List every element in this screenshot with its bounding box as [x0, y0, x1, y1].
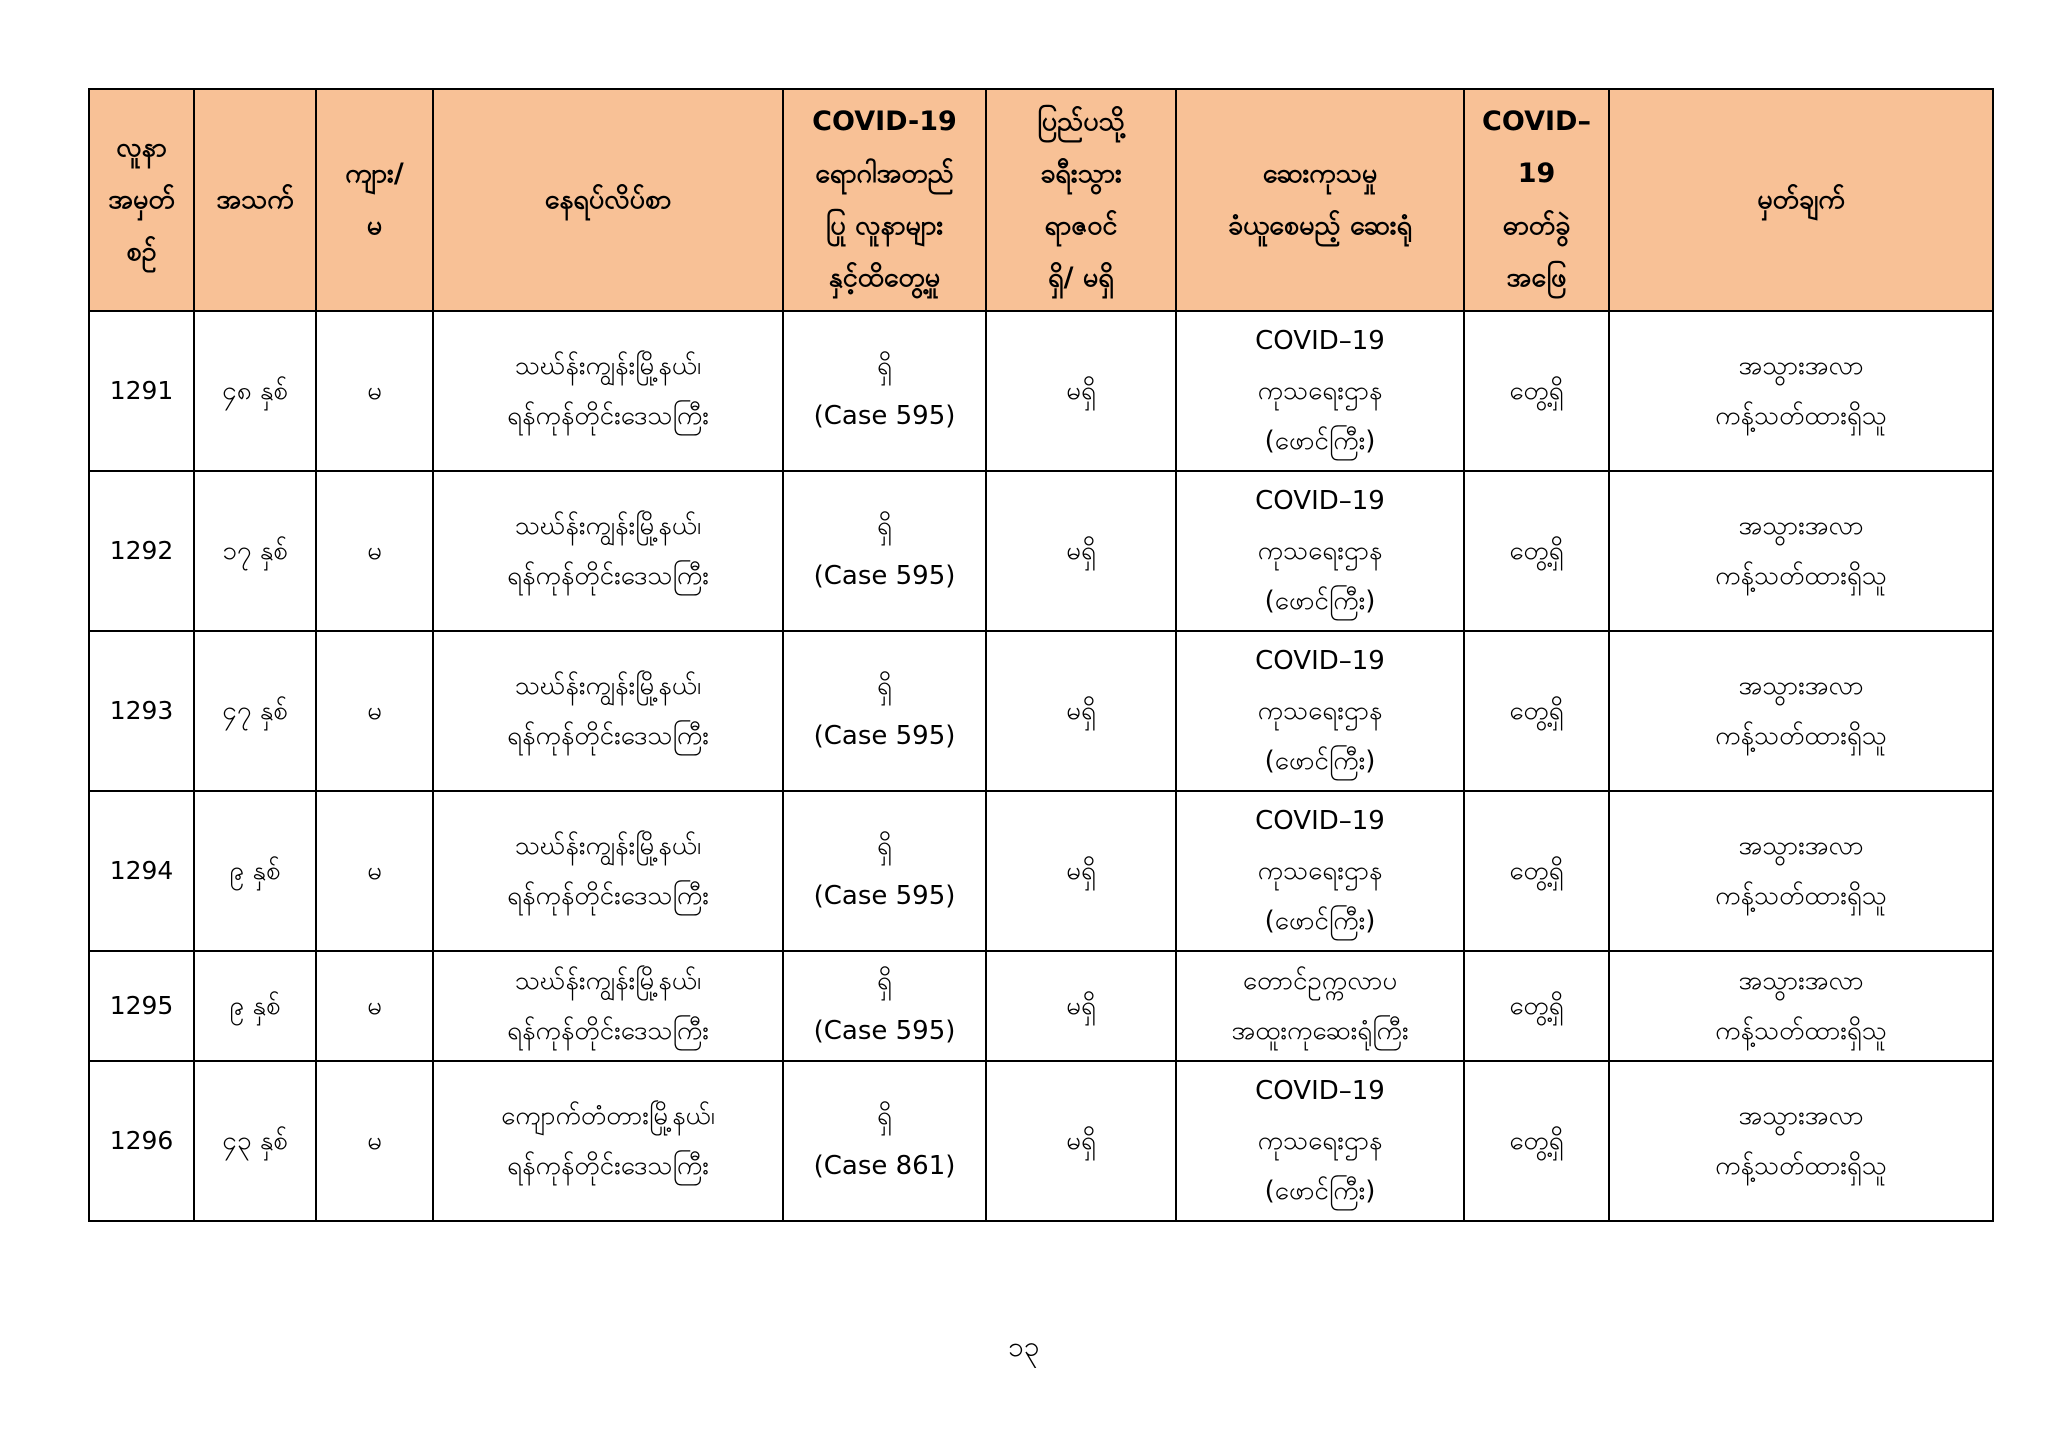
cell-patient-number: 1294 [89, 791, 194, 951]
cell-age: ၄၃ နှစ် [194, 1061, 316, 1221]
page-number: ၁၃ [1008, 1330, 1040, 1363]
cell-sex: မ [316, 791, 433, 951]
table-row [89, 311, 1993, 471]
cell-travel-history: မရှိ [986, 631, 1176, 791]
header-travel-history: ပြည်ပသို့ ခရီးသွား ရာဇဝင် ရှိ/ မရှိ [986, 89, 1176, 311]
cell-remark: အသွားအလာ ကန့်သတ်ထားရှိသူ [1609, 791, 1993, 951]
cell-address: သဃ်န်းကျွန်းမြို့နယ်၊ ရန်ကုန်တိုင်းဒေသကြီး [433, 311, 783, 471]
cell-test-result: တွေ့ရှိ [1464, 1061, 1609, 1221]
cell-age: ၉ နှစ် [194, 951, 316, 1061]
header-hospital: ဆေးကုသမှု ခံယူစေမည့် ဆေးရုံ [1176, 89, 1464, 311]
cell-hospital: COVID–19 ကုသရေးဌာန (ဖောင်ကြီး) [1176, 791, 1464, 951]
cell-contact: ရှိ (Case 595) [783, 631, 986, 791]
cell-hospital: COVID–19 ကုသရေးဌာန (ဖောင်ကြီး) [1176, 311, 1464, 471]
cell-contact: ရှိ (Case 595) [783, 471, 986, 631]
table-row [89, 791, 1993, 951]
cell-address: ကျောက်တံတားမြို့နယ်၊ ရန်ကုန်တိုင်းဒေသကြီး [433, 1061, 783, 1221]
header-remark: မှတ်ချက် [1609, 89, 1993, 311]
cell-test-result: တွေ့ရှိ [1464, 311, 1609, 471]
cell-age: ၁၇ နှစ် [194, 471, 316, 631]
cell-travel-history: မရှိ [986, 1061, 1176, 1221]
header-test-result: COVID– 19 ဓာတ်ခွဲ အဖြေ [1464, 89, 1609, 311]
cell-hospital: COVID–19 ကုသရေးဌာန (ဖောင်ကြီး) [1176, 631, 1464, 791]
cell-contact: ရှိ (Case 861) [783, 1061, 986, 1221]
table-row [89, 951, 1993, 1061]
cell-contact: ရှိ (Case 595) [783, 791, 986, 951]
cell-hospital: COVID–19 ကုသရေးဌာန (ဖောင်ကြီး) [1176, 471, 1464, 631]
cell-address: သဃ်န်းကျွန်းမြို့နယ်၊ ရန်ကုန်တိုင်းဒေသကြီး [433, 631, 783, 791]
cell-hospital: တောင်ဥက္ကလာပ အထူးကုဆေးရုံကြီး [1176, 951, 1464, 1061]
cell-travel-history: မရှိ [986, 471, 1176, 631]
case-table [88, 88, 1994, 1222]
header-age: အသက် [194, 89, 316, 311]
header-address: နေရပ်လိပ်စာ [433, 89, 783, 311]
cell-sex: မ [316, 311, 433, 471]
table-header-row [89, 89, 1993, 311]
cell-address: သဃ်န်းကျွန်းမြို့နယ်၊ ရန်ကုန်တိုင်းဒေသကြီး [433, 791, 783, 951]
header-sex: ကျား/ မ [316, 89, 433, 311]
cell-remark: အသွားအလာ ကန့်သတ်ထားရှိသူ [1609, 631, 1993, 791]
cell-patient-number: 1292 [89, 471, 194, 631]
cell-travel-history: မရှိ [986, 951, 1176, 1061]
cell-test-result: တွေ့ရှိ [1464, 951, 1609, 1061]
cell-remark: အသွားအလာ ကန့်သတ်ထားရှိသူ [1609, 951, 1993, 1061]
cell-age: ၄၇ နှစ် [194, 631, 316, 791]
cell-travel-history: မရှိ [986, 791, 1176, 951]
cell-address: သဃ်န်းကျွန်းမြို့နယ်၊ ရန်ကုန်တိုင်းဒေသကြီး [433, 471, 783, 631]
table-row [89, 631, 1993, 791]
cell-contact: ရှိ (Case 595) [783, 951, 986, 1061]
cell-sex: မ [316, 1061, 433, 1221]
cell-remark: အသွားအလာ ကန့်သတ်ထားရှိသူ [1609, 1061, 1993, 1221]
header-contact: COVID-19 ရောဂါအတည် ပြု လူနာများ နှင့်ထိတွေ့မှု [783, 89, 986, 311]
cell-patient-number: 1296 [89, 1061, 194, 1221]
cell-sex: မ [316, 471, 433, 631]
cell-test-result: တွေ့ရှိ [1464, 631, 1609, 791]
table-row [89, 471, 1993, 631]
cell-patient-number: 1295 [89, 951, 194, 1061]
cell-age: ၄၈ နှစ် [194, 311, 316, 471]
cell-patient-number: 1293 [89, 631, 194, 791]
cell-remark: အသွားအလာ ကန့်သတ်ထားရှိသူ [1609, 311, 1993, 471]
cell-test-result: တွေ့ရှိ [1464, 471, 1609, 631]
cell-patient-number: 1291 [89, 311, 194, 471]
cell-hospital: COVID–19 ကုသရေးဌာန (ဖောင်ကြီး) [1176, 1061, 1464, 1221]
cell-remark: အသွားအလာ ကန့်သတ်ထားရှိသူ [1609, 471, 1993, 631]
cell-sex: မ [316, 951, 433, 1061]
cell-test-result: တွေ့ရှိ [1464, 791, 1609, 951]
cell-contact: ရှိ (Case 595) [783, 311, 986, 471]
cell-address: သဃ်န်းကျွန်းမြို့နယ်၊ ရန်ကုန်တိုင်းဒေသကြီး [433, 951, 783, 1061]
cell-travel-history: မရှိ [986, 311, 1176, 471]
cell-sex: မ [316, 631, 433, 791]
header-patient-number: လူနာ အမှတ် စဉ် [89, 89, 194, 311]
case-table-container [88, 88, 1992, 1222]
table-row [89, 1061, 1993, 1221]
cell-age: ၉ နှစ် [194, 791, 316, 951]
